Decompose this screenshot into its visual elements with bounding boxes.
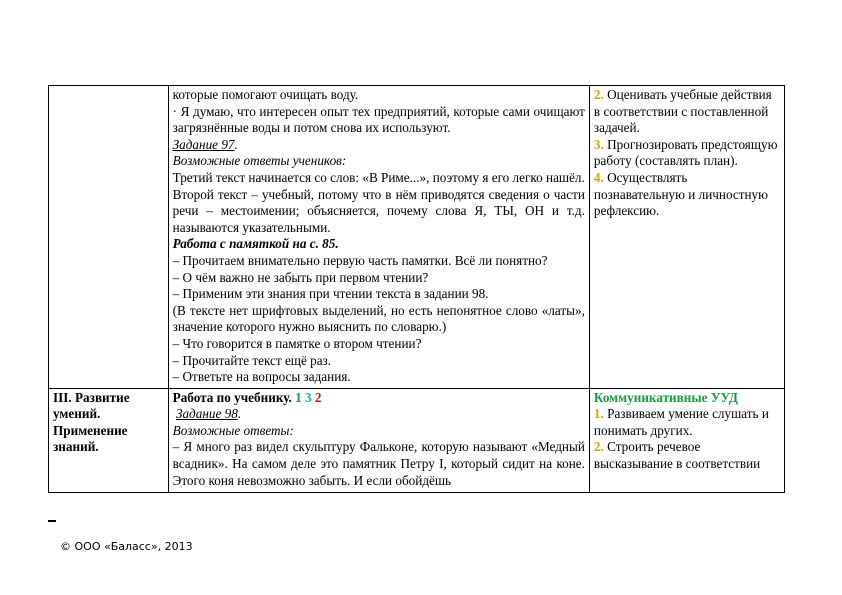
task-label [173,137,585,154]
item-number: 4. [593,169,604,185]
uud-item [594,137,780,170]
item-text: Прогнозировать предстоящую работу (составлять план). [593,136,778,169]
stage-line: III. Развитие [53,389,130,405]
question: – Прочитайте текст ещё раз. [172,352,332,368]
uud-cell [589,86,784,389]
uud-cell [589,388,784,492]
work-title-text: Работа по учебнику. [172,389,292,405]
uud-item [594,87,780,137]
answer-text: Второй текст – учебный, потому что в нём приводятся сведения о части речи – местоимении; объясняется, почему слова Я, ТЫ, ОН и т.д. называются указательными. [172,186,585,235]
answer-text: – Я много раз видел скульптуру Фальконе, которую называют «Медный всадник». На самом деле это памятник Петру I, который сидит на коне. Этого коня невозможно забыть. И если обойдёшь [172,439,585,488]
stage-line: знаний. [53,439,99,455]
question: – Прочитаем внимательно первую часть памятки. Всё ли понятно? [172,252,548,268]
text-line: которые помогают очищать воду. [172,87,359,102]
item-text: Оценивать учебные действия в соответствии с поставленной задачей. [593,87,772,136]
work-title [173,390,585,407]
order-number: 2 [314,389,322,405]
item-text: Осуществлять познавательную и личностную рефлексию. [593,169,768,219]
memo-title: Работа с памяткой на с. 85. [172,236,339,252]
copyright-footer: © ООО «Баласс», 2013 [60,540,193,553]
stage-cell-empty [49,86,169,389]
task-dot: . [237,406,242,422]
order-number: 3 [305,389,312,405]
table-row [49,86,785,389]
order-number: 1 [295,389,302,405]
lesson-plan-table [48,85,785,493]
uud-item [594,439,780,472]
answer-text: Третий текст начинается со слов: «В Риме...», поэтому я его легко нашёл. [172,169,585,185]
text-line: · Я думаю, что интересен опыт тех предприятий, которые сами очищают загрязнённые воды и потом снова их используют. [172,103,585,136]
question: – О чём важно не забыть при первом чтении? [172,269,429,285]
uud-item [594,170,780,220]
activity-cell [168,388,589,492]
item-number: 2. [593,87,604,102]
answers-label: Возможные ответы учеников: [172,153,347,169]
uud-title: Коммуникативные УУД [593,389,738,405]
task-number: Задание 97 [172,136,235,152]
table-row [49,388,785,492]
table-cut-mark [48,520,56,522]
question: – Ответьте на вопросы задания. [172,369,351,385]
question: – Что говорится в памятке о втором чтении? [172,335,422,351]
item-text: Развиваем умение слушать и понимать других. [593,406,769,438]
stage-cell [49,388,169,492]
item-text: Строить речевое высказывание в соответствии [593,439,761,472]
task-dot: . [234,136,238,152]
item-number: 1. [593,406,604,422]
answers-label: Возможные ответы: [172,422,294,438]
item-number: 3. [593,136,604,152]
uud-item [594,406,780,439]
note: (В тексте нет шрифтовых выделений, но есть непонятное слово «латы», значение которого нужно выяснить по словарю.) [172,302,585,335]
question: – Применим эти знания при чтении текста в задании 98. [172,286,489,302]
task-label [173,406,585,423]
activity-cell [168,86,589,389]
stage-line: Применение [53,422,128,438]
item-number: 2. [593,439,604,455]
task-number: Задание 98 [175,406,238,422]
stage-line: умений. [53,406,101,422]
